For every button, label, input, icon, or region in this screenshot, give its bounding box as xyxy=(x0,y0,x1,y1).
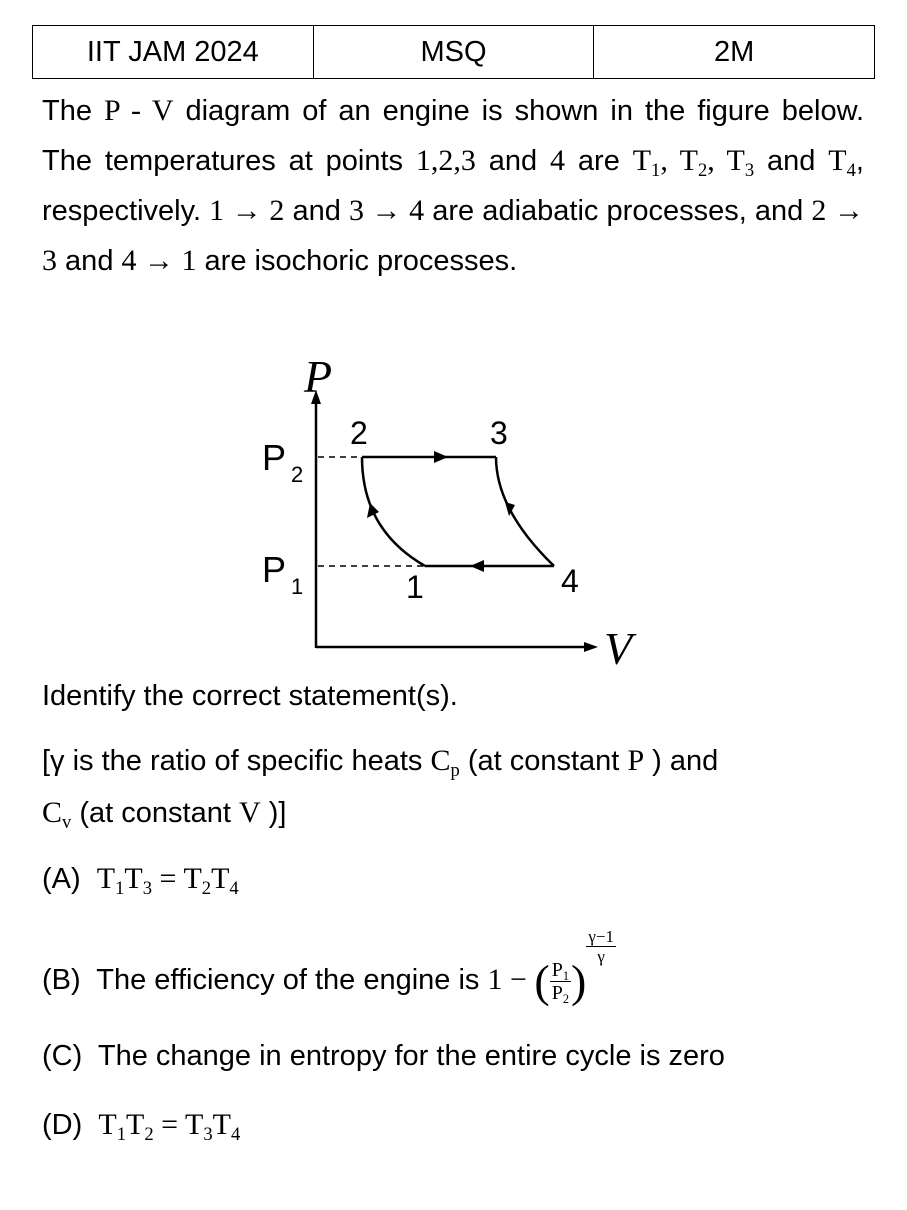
note-line-1: [γ is the ratio of specific heats $C_p$ (at constant P ) and xyxy=(42,744,719,781)
arrow-2-3-icon xyxy=(434,451,448,463)
exam-name: IIT JAM 2024 xyxy=(33,26,314,78)
option-a[interactable]: (A) $T_1T_3 = T_2T_4$ xyxy=(42,862,239,899)
marks: 2M xyxy=(714,35,755,68)
arrow-4-1-icon xyxy=(470,560,484,572)
option-d[interactable]: (D) $T_1T_2 = T_3T_4$ xyxy=(42,1108,241,1145)
point-4: 4 xyxy=(561,563,579,599)
question-type: MSQ xyxy=(314,26,595,78)
option-b[interactable]: (B) The efficiency of the engine is 1 − ( $\frac{P_1}{P_2}$ ) $\frac{\gamma-1}{\gamma}$ xyxy=(42,927,614,1007)
label-p2-sub: 2 xyxy=(291,462,304,487)
point-1: 1 xyxy=(406,569,424,605)
axis-label-v: V xyxy=(604,623,633,674)
label-p1: P xyxy=(262,549,287,590)
note-line-2: $C_v$ (at constant V )] xyxy=(42,796,287,833)
axis-label-p: P xyxy=(304,351,333,402)
point-3: 3 xyxy=(490,415,508,451)
label-p1-sub: 1 xyxy=(291,574,304,599)
label-p2: P xyxy=(262,437,287,478)
question-text: The P - V diagram of an engine is shown in the figure below. The temperatures at points 1,2,3 and 4 are $T_1$, $T_2$, $T_3$ and $T_4$, respectively. 1 → 2 and 3 → 4 are adiabatic processes, and 2 → 3 and 4 → 1 are isochoric processes. xyxy=(42,94,864,277)
option-c[interactable]: (C) The change in entropy for the entire cycle is zero xyxy=(42,1040,725,1072)
point-2: 2 xyxy=(350,415,368,451)
v-axis-arrow-icon xyxy=(584,642,598,652)
arrow-1-2-icon xyxy=(367,503,379,518)
prompt-text: Identify the correct statement(s). xyxy=(42,680,458,712)
process-3-4 xyxy=(496,457,554,566)
